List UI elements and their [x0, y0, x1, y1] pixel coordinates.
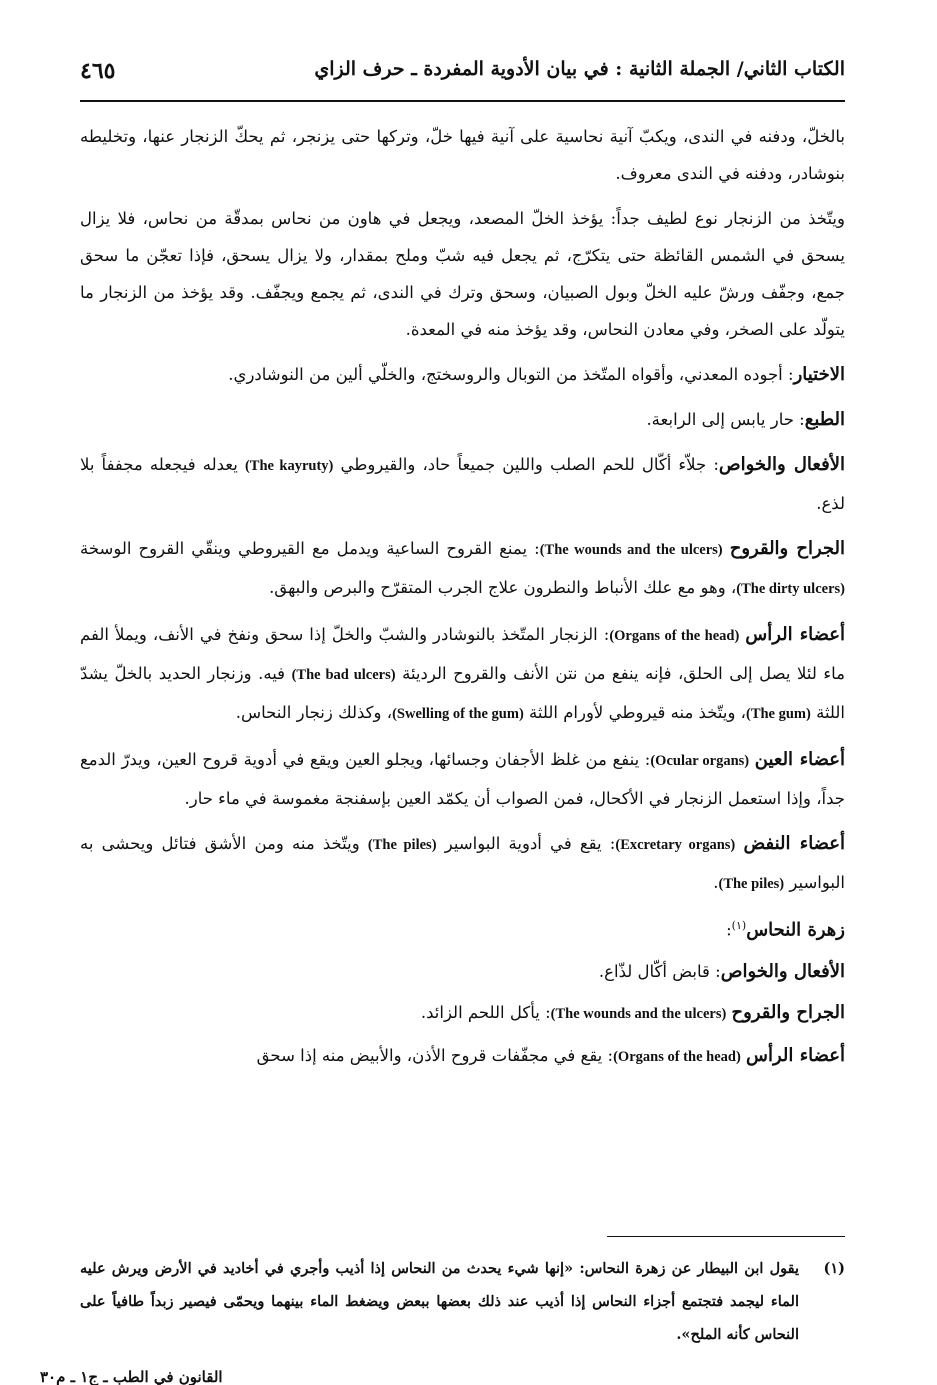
english-gloss: (Excretary organs): [615, 837, 736, 853]
footnote-rule: [607, 1236, 845, 1237]
english-gloss: (Organs of the head): [609, 628, 740, 644]
english-gloss: (The dirty ulcers): [736, 581, 845, 597]
footnote-text: يقول ابن البيطار عن زهرة النحاس: «إنها شيء يحدث من النحاس إذا أذيب وأجري في أخاديد في الأرض ويرش عليه الماء ليجمد فتجتمع أجزاء النحاس إذا أذيب عند ذلك بعضها ببعض ويضغط الماء بينهما ويحمّى فيصير زبداً طافياً على النحاس كأنه الملح».: [80, 1260, 799, 1343]
english-gloss: (The wounds and the ulcers): [550, 1005, 727, 1022]
english-gloss: (The piles): [718, 876, 785, 892]
section-term: أعضاء الرأس: [745, 624, 845, 645]
section-term: أعضاء النفض: [743, 833, 846, 854]
paragraph: بالخلّ، ودفنه في الندى، ويكبّ آنية نحاسية على آنية فيها خلّ، وتركها حتى يزنجر، ثم يحكّ الزنجار عنها، وتخليطه بنوشادر، ودفنه في الندى معروف.: [80, 127, 845, 183]
subheading: زهرة النحاس$^{(١)}$:: [726, 919, 845, 941]
english-gloss: (The kayruty): [244, 458, 334, 474]
bottom-signature-line: القانون في الطب ـ ج١ ـ م٣٠: [40, 1370, 223, 1385]
running-title: الكتاب الثاني/ الجملة الثانية : في بيان الأدوية المفردة ـ حرف الزاي: [314, 58, 845, 80]
english-gloss: (Ocular organs): [650, 753, 750, 769]
paragraph: الجراح والقروح (The wounds and the ulcers): يمنع القروح الساعية ويدمل مع القيروطي وينقّي القروح الوسخة (The dirty ulcers)، وهو مع علك الأنباط والنطرون علاج الجرب المتقرّح والبرص والبهق.: [80, 538, 845, 597]
paragraph: أعضاء العين (Ocular organs): ينفع من غلظ الأجفان وجسائها، ويجلو العين ويقع في أدوية قروح العين، ويدرّ الدمع جداً، وإذا استعمل الزنجار في الأكحال، فمن الصواب أن يكمّد العين بإسفنجة مغموسة في ماء حار.: [80, 749, 845, 808]
english-gloss: (The wounds and the ulcers): [539, 542, 723, 558]
footnote-reference: (١): [731, 919, 747, 932]
paragraph: الاختيار: أجوده المعدني، وأقواه المتّخذ من التوبال والروسختج، والخلّي ألين من النوشادري.: [228, 364, 845, 385]
english-gloss: (Organs of the head): [613, 1048, 741, 1065]
page-header: [80, 52, 845, 92]
english-gloss: (The bad ulcers): [291, 667, 396, 683]
section-term: أعضاء الرأس: [746, 1044, 845, 1066]
paragraph: الأفعال والخواص: قابض أكّال لذّاع.: [598, 960, 845, 982]
section-term: الجراح والقروح: [731, 1001, 845, 1023]
english-gloss: (Swelling of the gum): [392, 706, 524, 722]
section-term: الجراح والقروح: [729, 538, 845, 559]
footnote-mark: (١): [823, 1260, 845, 1277]
header-rule: [80, 100, 845, 102]
page-number: ٤٦٥: [80, 58, 116, 84]
paragraph: الطبع: حار يابس إلى الرابعة.: [646, 409, 845, 430]
footnote: [80, 1252, 845, 1351]
paragraph: الأفعال والخواص: جلاّء أكّال للحم الصلب واللين جميعاً حاد، والقيروطي (The kayruty) يعدله فيجعله مجففاً بلا لذع.: [80, 454, 845, 513]
paragraph: الجراح والقروح (The wounds and the ulcers): يأكل اللحم الزائد.: [420, 1001, 845, 1023]
section-term: الاختيار: [793, 364, 845, 385]
main-text: [80, 118, 845, 1080]
paragraph: أعضاء الرأس (Organs of the head): يقع في مجفّفات قروح الأذن، والأبيض منه إذا سحق: [256, 1044, 845, 1066]
section-term: الطبع: [804, 409, 845, 430]
paragraph: أعضاء الرأس (Organs of the head): الزنجار المتّخذ بالنوشادر والشبّ والخلّ إذا سحق ونفخ في الأنف، ويملأ الفم ماء لئلا يصل إلى الحلق، فإنه ينفع من نتن الأنف والقروح الرديئة (The bad ulcers) فيه. وزنجار الحديد بالخلّ يشدّ اللثة (The gum)، ويتّخذ منه قيروطي لأورام اللثة (Swelling of the gum)، وكذلك زنجار النحاس.: [80, 624, 846, 722]
section-term: الأفعال والخواص: [718, 454, 845, 475]
section-term: أعضاء العين: [754, 749, 845, 770]
english-gloss: (The piles): [367, 837, 437, 853]
section-term: الأفعال والخواص: [720, 960, 845, 982]
paragraph: أعضاء النفض (Excretary organs): يقع في أدوية البواسير (The piles) ويتّخذ منه ومن الأشق فتائل ويحشى به البواسير (The piles).: [80, 833, 846, 892]
english-gloss: (The gum): [745, 706, 811, 722]
paragraph: ويتّخذ من الزنجار نوع لطيف جداً: يؤخذ الخلّ المصعد، ويجعل في هاون من نحاس بمدقّة من نحاس، فلا يزال يسحق في الشمس القائظة حتى يتكرّج، ثم يجعل فيه شبّ وملح بمقدار، ولا يزال يسحق، فإذا تعجّن ما سحق جمع، وجفّف ورشّ عليه الخلّ وبول الصبيان، وسحق وترك في الندى، ثم يجمع ويجفّف. وقد يؤخذ من الزنجار ما يتولّد على الصخر، وفي معادن النحاس، وقد يؤخذ منه في المعدة.: [80, 209, 845, 339]
section-term: زهرة النحاس: [746, 919, 845, 941]
